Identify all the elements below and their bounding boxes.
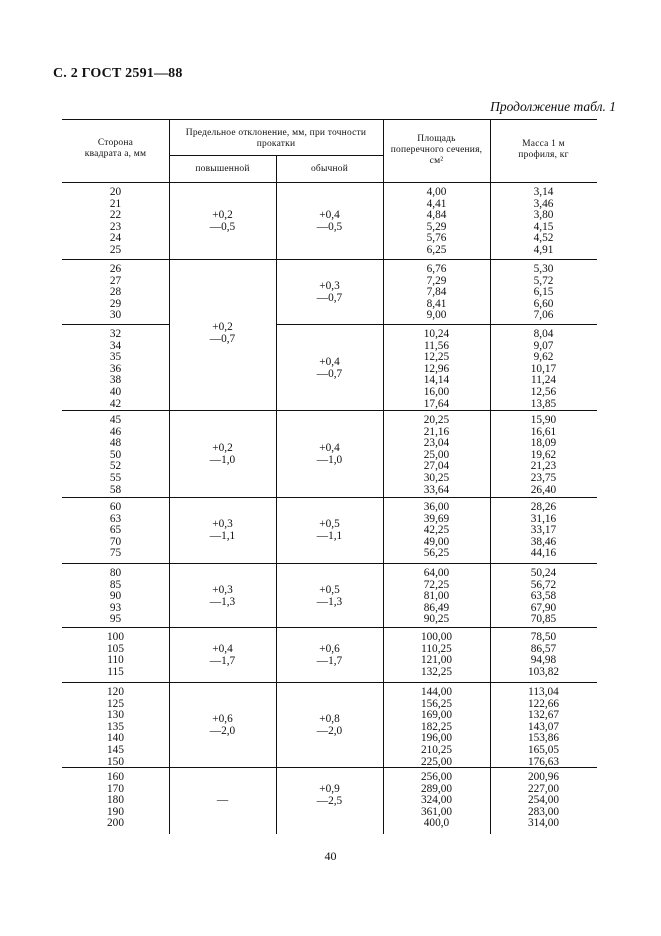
header-deviation: Предельное отклонение, мм, при точности прокатки — [185, 128, 367, 149]
mass-value: 12,56 — [530, 385, 557, 398]
area-value: 12,96 — [423, 362, 450, 375]
mass-value: 23,75 — [530, 471, 557, 484]
group-sides-list — [62, 568, 169, 626]
mass-value: 63,58 — [530, 590, 557, 603]
tolerance-normal: +0,6 —1,7 — [316, 643, 343, 667]
group-areas-list — [383, 329, 490, 410]
mass-value: 8,04 — [533, 328, 554, 340]
mass-value: 56,72 — [530, 578, 557, 591]
group-sides-list — [62, 264, 169, 322]
side-value: 95 — [109, 613, 122, 626]
tolerance-normal: +0,8 —2,0 — [316, 713, 343, 737]
side-value: 52 — [109, 460, 122, 473]
mass-value: 153,86 — [527, 732, 560, 745]
header-area: Площадь поперечного сечения, см² — [390, 134, 483, 166]
area-value: 4,00 — [426, 186, 447, 198]
side-value: 27 — [109, 274, 122, 287]
side-value: 21 — [109, 197, 122, 210]
side-value: 135 — [107, 720, 124, 733]
area-value: 289,00 — [420, 782, 453, 795]
area-value: 49,00 — [423, 535, 450, 548]
side-value: 40 — [109, 385, 122, 398]
mass-value: 5,30 — [533, 263, 554, 275]
group-sides-list — [62, 632, 169, 678]
area-value: 56,25 — [423, 547, 450, 560]
side-value: 36 — [109, 362, 122, 375]
group-masses-list — [490, 632, 597, 678]
group-masses-list — [490, 502, 597, 560]
header-normal: обычной — [310, 164, 349, 174]
tolerance-normal: +0,4 —0,7 — [316, 356, 343, 380]
tolerance-increased: +0,3 —1,1 — [209, 518, 236, 542]
area-value: 5,76 — [426, 232, 447, 245]
header-side: Сторона квадрата a, мм — [84, 138, 147, 159]
side-value: 29 — [109, 297, 122, 310]
side-value: 38 — [109, 374, 122, 387]
side-value: 140 — [107, 732, 124, 745]
side-value: 120 — [107, 686, 124, 698]
mass-value: 26,40 — [530, 483, 557, 496]
mass-value: 254,00 — [527, 794, 560, 807]
area-value: 4,41 — [426, 197, 447, 210]
mass-value: 283,00 — [527, 805, 560, 818]
side-value: 93 — [109, 601, 122, 614]
side-value: 28 — [109, 286, 122, 299]
side-value: 130 — [107, 709, 124, 722]
mass-value: 16,61 — [530, 425, 557, 438]
group-areas-list — [383, 502, 490, 560]
side-value: 48 — [109, 437, 122, 450]
mass-value: 143,07 — [527, 720, 560, 733]
tolerance-increased: +0,2 —0,5 — [209, 209, 236, 233]
mass-value: 31,16 — [530, 512, 557, 525]
tolerance-increased: +0,3 —1,3 — [209, 584, 236, 608]
area-value: 196,00 — [420, 732, 453, 745]
mass-value: 19,62 — [530, 448, 557, 461]
area-value: 7,29 — [426, 274, 447, 287]
group-divider — [276, 324, 597, 325]
mass-value: 21,23 — [530, 460, 557, 473]
side-value: 46 — [109, 425, 122, 438]
area-value: 30,25 — [423, 471, 450, 484]
group-areas-list — [383, 264, 490, 322]
area-value: 8,41 — [426, 297, 447, 310]
mass-value: 5,72 — [533, 274, 554, 287]
group-sides-list — [62, 187, 169, 257]
tolerance-normal: +0,4 —0,5 — [316, 209, 343, 233]
tolerance-increased: +0,2 —0,7 — [209, 321, 236, 345]
area-value: 12,25 — [423, 351, 450, 364]
tolerance-normal: +0,5 —1,1 — [316, 518, 343, 542]
side-value: 145 — [107, 743, 124, 756]
mass-value: 15,90 — [530, 414, 557, 426]
area-value: 7,84 — [426, 286, 447, 299]
mass-value: 314,00 — [527, 817, 560, 830]
mass-value: 4,91 — [533, 243, 554, 256]
area-value: 90,25 — [423, 613, 450, 626]
side-value: 25 — [109, 243, 122, 256]
side-value: 20 — [109, 186, 122, 198]
mass-value: 9,62 — [533, 351, 554, 364]
side-value: 35 — [109, 351, 122, 364]
mass-value: 9,07 — [533, 339, 554, 352]
group-sides-list — [62, 687, 169, 768]
area-value: 100,00 — [420, 631, 453, 643]
area-value: 5,29 — [426, 220, 447, 233]
mass-value: 70,85 — [530, 613, 557, 626]
mass-value: 122,66 — [527, 697, 560, 710]
area-value: 361,00 — [420, 805, 453, 818]
tolerance-increased: +0,4 —1,7 — [209, 643, 236, 667]
mass-value: 4,15 — [533, 220, 554, 233]
area-value: 25,00 — [423, 448, 450, 461]
group-sides-list — [62, 329, 169, 410]
mass-value: 13,85 — [530, 397, 557, 410]
mass-value: 113,04 — [528, 686, 559, 698]
area-value: 10,24 — [423, 328, 450, 340]
mass-value: 10,17 — [530, 362, 557, 375]
group-sides-list — [62, 502, 169, 560]
side-value: 65 — [109, 524, 122, 537]
side-value: 50 — [109, 448, 122, 461]
group-sides-list — [62, 415, 169, 496]
area-value: 81,00 — [423, 590, 450, 603]
group-areas-list — [383, 632, 490, 678]
table-top-rule — [62, 119, 597, 120]
area-value: 324,00 — [420, 794, 453, 807]
mass-value: 165,05 — [527, 743, 560, 756]
tolerance-normal: +0,4 —1,0 — [316, 442, 343, 466]
page-number: 40 — [324, 849, 337, 863]
area-value: 182,25 — [420, 720, 453, 733]
group-masses-list — [490, 329, 597, 410]
group-areas-list — [383, 568, 490, 626]
area-value: 36,00 — [423, 501, 450, 513]
area-value: 169,00 — [420, 709, 453, 722]
area-value: 42,25 — [423, 524, 450, 537]
group-divider — [62, 324, 169, 325]
area-value: 16,00 — [423, 385, 450, 398]
mass-value: 67,90 — [530, 601, 557, 614]
mass-value: 3,46 — [533, 197, 554, 210]
area-value: 225,00 — [420, 755, 453, 768]
area-value: 4,84 — [426, 209, 447, 222]
side-value: 85 — [109, 578, 122, 591]
mass-value: 38,46 — [530, 535, 557, 548]
area-value: 23,04 — [423, 437, 450, 450]
mass-value: 6,60 — [533, 297, 554, 310]
side-value: 58 — [109, 483, 122, 496]
continuation-label: Продолжение табл. 1 — [490, 99, 616, 114]
side-value: 100 — [107, 631, 124, 643]
area-value: 6,76 — [426, 263, 447, 275]
side-value: 45 — [109, 414, 122, 426]
area-value: 17,64 — [423, 397, 450, 410]
area-value: 132,25 — [420, 665, 453, 678]
mass-value: 28,26 — [530, 501, 557, 513]
area-value: 210,25 — [420, 743, 453, 756]
group-masses-list — [490, 187, 597, 257]
mass-value: 7,06 — [533, 309, 554, 322]
side-value: 90 — [109, 590, 122, 603]
header-mass: Масса 1 м профиля, кг — [518, 139, 569, 160]
area-value: 156,25 — [420, 697, 453, 710]
area-value: 121,00 — [420, 654, 453, 667]
mass-value: 44,16 — [530, 547, 557, 560]
side-value: 70 — [109, 535, 122, 548]
tolerance-normal: +0,9 —2,5 — [316, 783, 343, 807]
group-areas-list — [383, 772, 490, 830]
area-value: 256,00 — [420, 771, 453, 783]
area-value: 9,00 — [426, 309, 447, 322]
side-value: 150 — [107, 755, 124, 768]
mass-value: 78,50 — [530, 631, 557, 643]
side-value: 32 — [109, 328, 122, 340]
tolerance-increased: +0,2 —1,0 — [209, 442, 236, 466]
tolerance-normal: +0,3 —0,7 — [316, 280, 343, 304]
group-areas-list — [383, 187, 490, 257]
side-value: 26 — [109, 263, 122, 275]
side-value: 180 — [107, 794, 124, 807]
tolerance-increased: +0,6 —2,0 — [209, 713, 236, 737]
tolerance-normal: +0,5 —1,3 — [316, 584, 343, 608]
side-value: 75 — [109, 547, 122, 560]
side-value: 24 — [109, 232, 122, 245]
mass-value: 50,24 — [530, 567, 557, 579]
side-value: 160 — [107, 771, 124, 783]
mass-value: 94,98 — [530, 654, 557, 667]
area-value: 11,56 — [424, 339, 449, 352]
area-value: 14,14 — [423, 374, 450, 387]
mass-value: 86,57 — [530, 642, 557, 655]
side-value: 23 — [109, 220, 122, 233]
side-value: 30 — [109, 309, 122, 322]
group-divider — [62, 682, 597, 683]
group-areas-list — [383, 687, 490, 768]
area-value: 6,25 — [426, 243, 447, 256]
header-increased: повышенной — [195, 164, 250, 174]
side-value: 80 — [109, 567, 122, 579]
group-areas-list — [383, 415, 490, 496]
side-value: 190 — [107, 805, 124, 818]
header-bottom-rule — [62, 182, 597, 183]
mass-value: 3,14 — [533, 186, 554, 198]
side-value: 170 — [107, 782, 124, 795]
area-value: 144,00 — [420, 686, 453, 698]
mass-value: 227,00 — [527, 782, 560, 795]
side-value: 34 — [109, 339, 122, 352]
area-value: 400,0 — [423, 817, 450, 830]
area-value: 64,00 — [423, 567, 450, 579]
group-divider — [62, 497, 597, 498]
side-value: 22 — [109, 209, 122, 222]
group-masses-list — [490, 568, 597, 626]
side-value: 115 — [107, 665, 124, 678]
side-value: 42 — [109, 397, 122, 410]
group-divider — [62, 259, 597, 260]
area-value: 39,69 — [423, 512, 450, 525]
area-value: 27,04 — [423, 460, 450, 473]
group-masses-list — [490, 264, 597, 322]
side-value: 105 — [107, 642, 124, 655]
side-value: 55 — [109, 471, 122, 484]
group-divider — [62, 563, 597, 564]
mass-value: 11,24 — [531, 374, 556, 387]
area-value: 33,64 — [423, 483, 450, 496]
area-value: 21,16 — [423, 425, 450, 438]
group-divider — [62, 627, 597, 628]
mass-value: 132,67 — [527, 709, 560, 722]
side-value: 200 — [107, 817, 124, 830]
mass-value: 18,09 — [530, 437, 557, 450]
mass-value: 3,80 — [533, 209, 554, 222]
dimensions-table — [62, 119, 597, 834]
mass-value: 103,82 — [527, 665, 560, 678]
mass-value: 200,96 — [527, 771, 560, 783]
area-value: 86,49 — [423, 601, 450, 614]
mass-value: 4,52 — [533, 232, 554, 245]
side-value: 60 — [109, 501, 122, 513]
area-value: 20,25 — [423, 414, 450, 426]
area-value: 110,25 — [421, 642, 452, 655]
mass-value: 33,17 — [530, 524, 557, 537]
group-sides-list — [62, 772, 169, 830]
mass-value: 6,15 — [533, 286, 554, 299]
tolerance-increased: — — [216, 794, 229, 806]
area-value: 72,25 — [423, 578, 450, 591]
group-masses-list — [490, 687, 597, 768]
group-masses-list — [490, 415, 597, 496]
mass-value: 176,63 — [527, 755, 560, 768]
side-value: 125 — [107, 697, 124, 710]
page-header: С. 2 ГОСТ 2591—88 — [53, 66, 183, 81]
side-value: 63 — [109, 512, 122, 525]
side-value: 110 — [107, 654, 124, 667]
group-masses-list — [490, 772, 597, 830]
